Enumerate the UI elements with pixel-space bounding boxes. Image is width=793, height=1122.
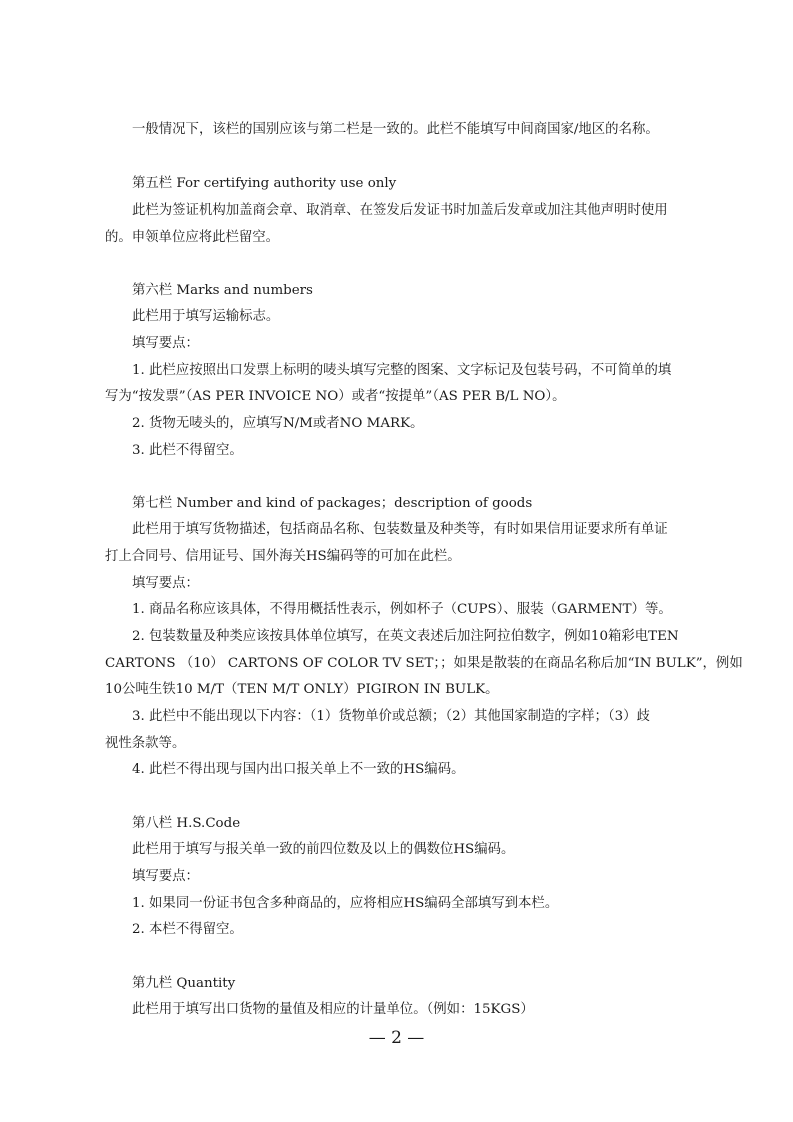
list-item-continuation: 写为“按发票”（AS PER INVOICE NO）或者“按提单”（AS PER B/L NO）。 [105,389,566,404]
paragraph-line: 的。申领单位应将此栏留空。 [105,230,280,245]
list-item: 2. 本栏不得留空。 [132,922,243,937]
section-heading-8: 第八栏 H.S.Code [132,816,241,831]
list-item: 1. 此栏应按照出口发票上标明的唛头填写完整的图案、文字标记及包装号码，不可简单的填 [132,363,672,378]
paragraph-line: 填写要点： [132,869,199,884]
paragraph-line: 打上合同号、信用证号、国外海关HS编码等的可加在此栏。 [105,549,461,564]
list-item-continuation: 视性条款等。 [105,736,186,751]
section-heading-5: 第五栏 For certifying authority use only [132,176,397,191]
list-item: 3. 此栏中不能出现以下内容：（1）货物单价或总额；（2）其他国家制造的字样；（3）歧 [132,709,650,724]
paragraph-line: 填写要点： [132,576,199,591]
list-item: 1. 如果同一份证书包含多种商品的，应将相应HS编码全部填写到本栏。 [132,896,559,911]
list-item-continuation: 10公吨生铁10 M/T（TEN M/T ONLY）PIGIRON IN BULK。 [105,682,499,697]
list-item: 1. 商品名称应该具体，不得用概括性表示，例如杯子（CUPS）、服装（GARMENT）等。 [132,602,672,617]
list-item: 2. 包装数量及种类应该按具体单位填写，在英文表述后加注阿拉伯数字，例如10箱彩电TEN [132,629,679,644]
section-heading-7: 第七栏 Number and kind of packages；description of goods [132,496,533,511]
list-item: 2. 货物无唛头的，应填写N/M或者NO MARK。 [132,416,424,431]
section-heading-9: 第九栏 Quantity [132,976,236,991]
paragraph-line: 填写要点： [132,336,199,351]
list-item: 4. 此栏不得出现与国内出口报关单上不一致的HS编码。 [132,762,465,777]
paragraph-line: 此栏用于填写出口货物的量值及相应的计量单位。（例如：15KGS） [132,1002,534,1017]
section-heading-6: 第六栏 Marks and numbers [132,283,313,298]
page-number: — 2 — [368,1028,425,1048]
paragraph-line: 此栏用于填写货物描述，包括商品名称、包装数量及种类等，有时如果信用证要求所有单证 [132,522,668,537]
list-item-continuation: CARTONS （10） CARTONS OF COLOR TV SET；；如果是散装的在商品名称后加“IN BULK”，例如 [105,656,743,671]
paragraph-line: 一般情况下，该栏的国别应该与第二栏是一致的。此栏不能填写中间商国家/地区的名称。 [132,122,659,137]
paragraph-line: 此栏为签证机构加盖商会章、取消章、在签发后发证书时加盖后发章或加注其他声明时使用 [132,203,668,218]
list-item: 3. 此栏不得留空。 [132,443,243,458]
paragraph-line: 此栏用于填写与报关单一致的前四位数及以上的偶数位HS编码。 [132,842,515,857]
paragraph-line: 此栏用于填写运输标志。 [132,309,280,324]
